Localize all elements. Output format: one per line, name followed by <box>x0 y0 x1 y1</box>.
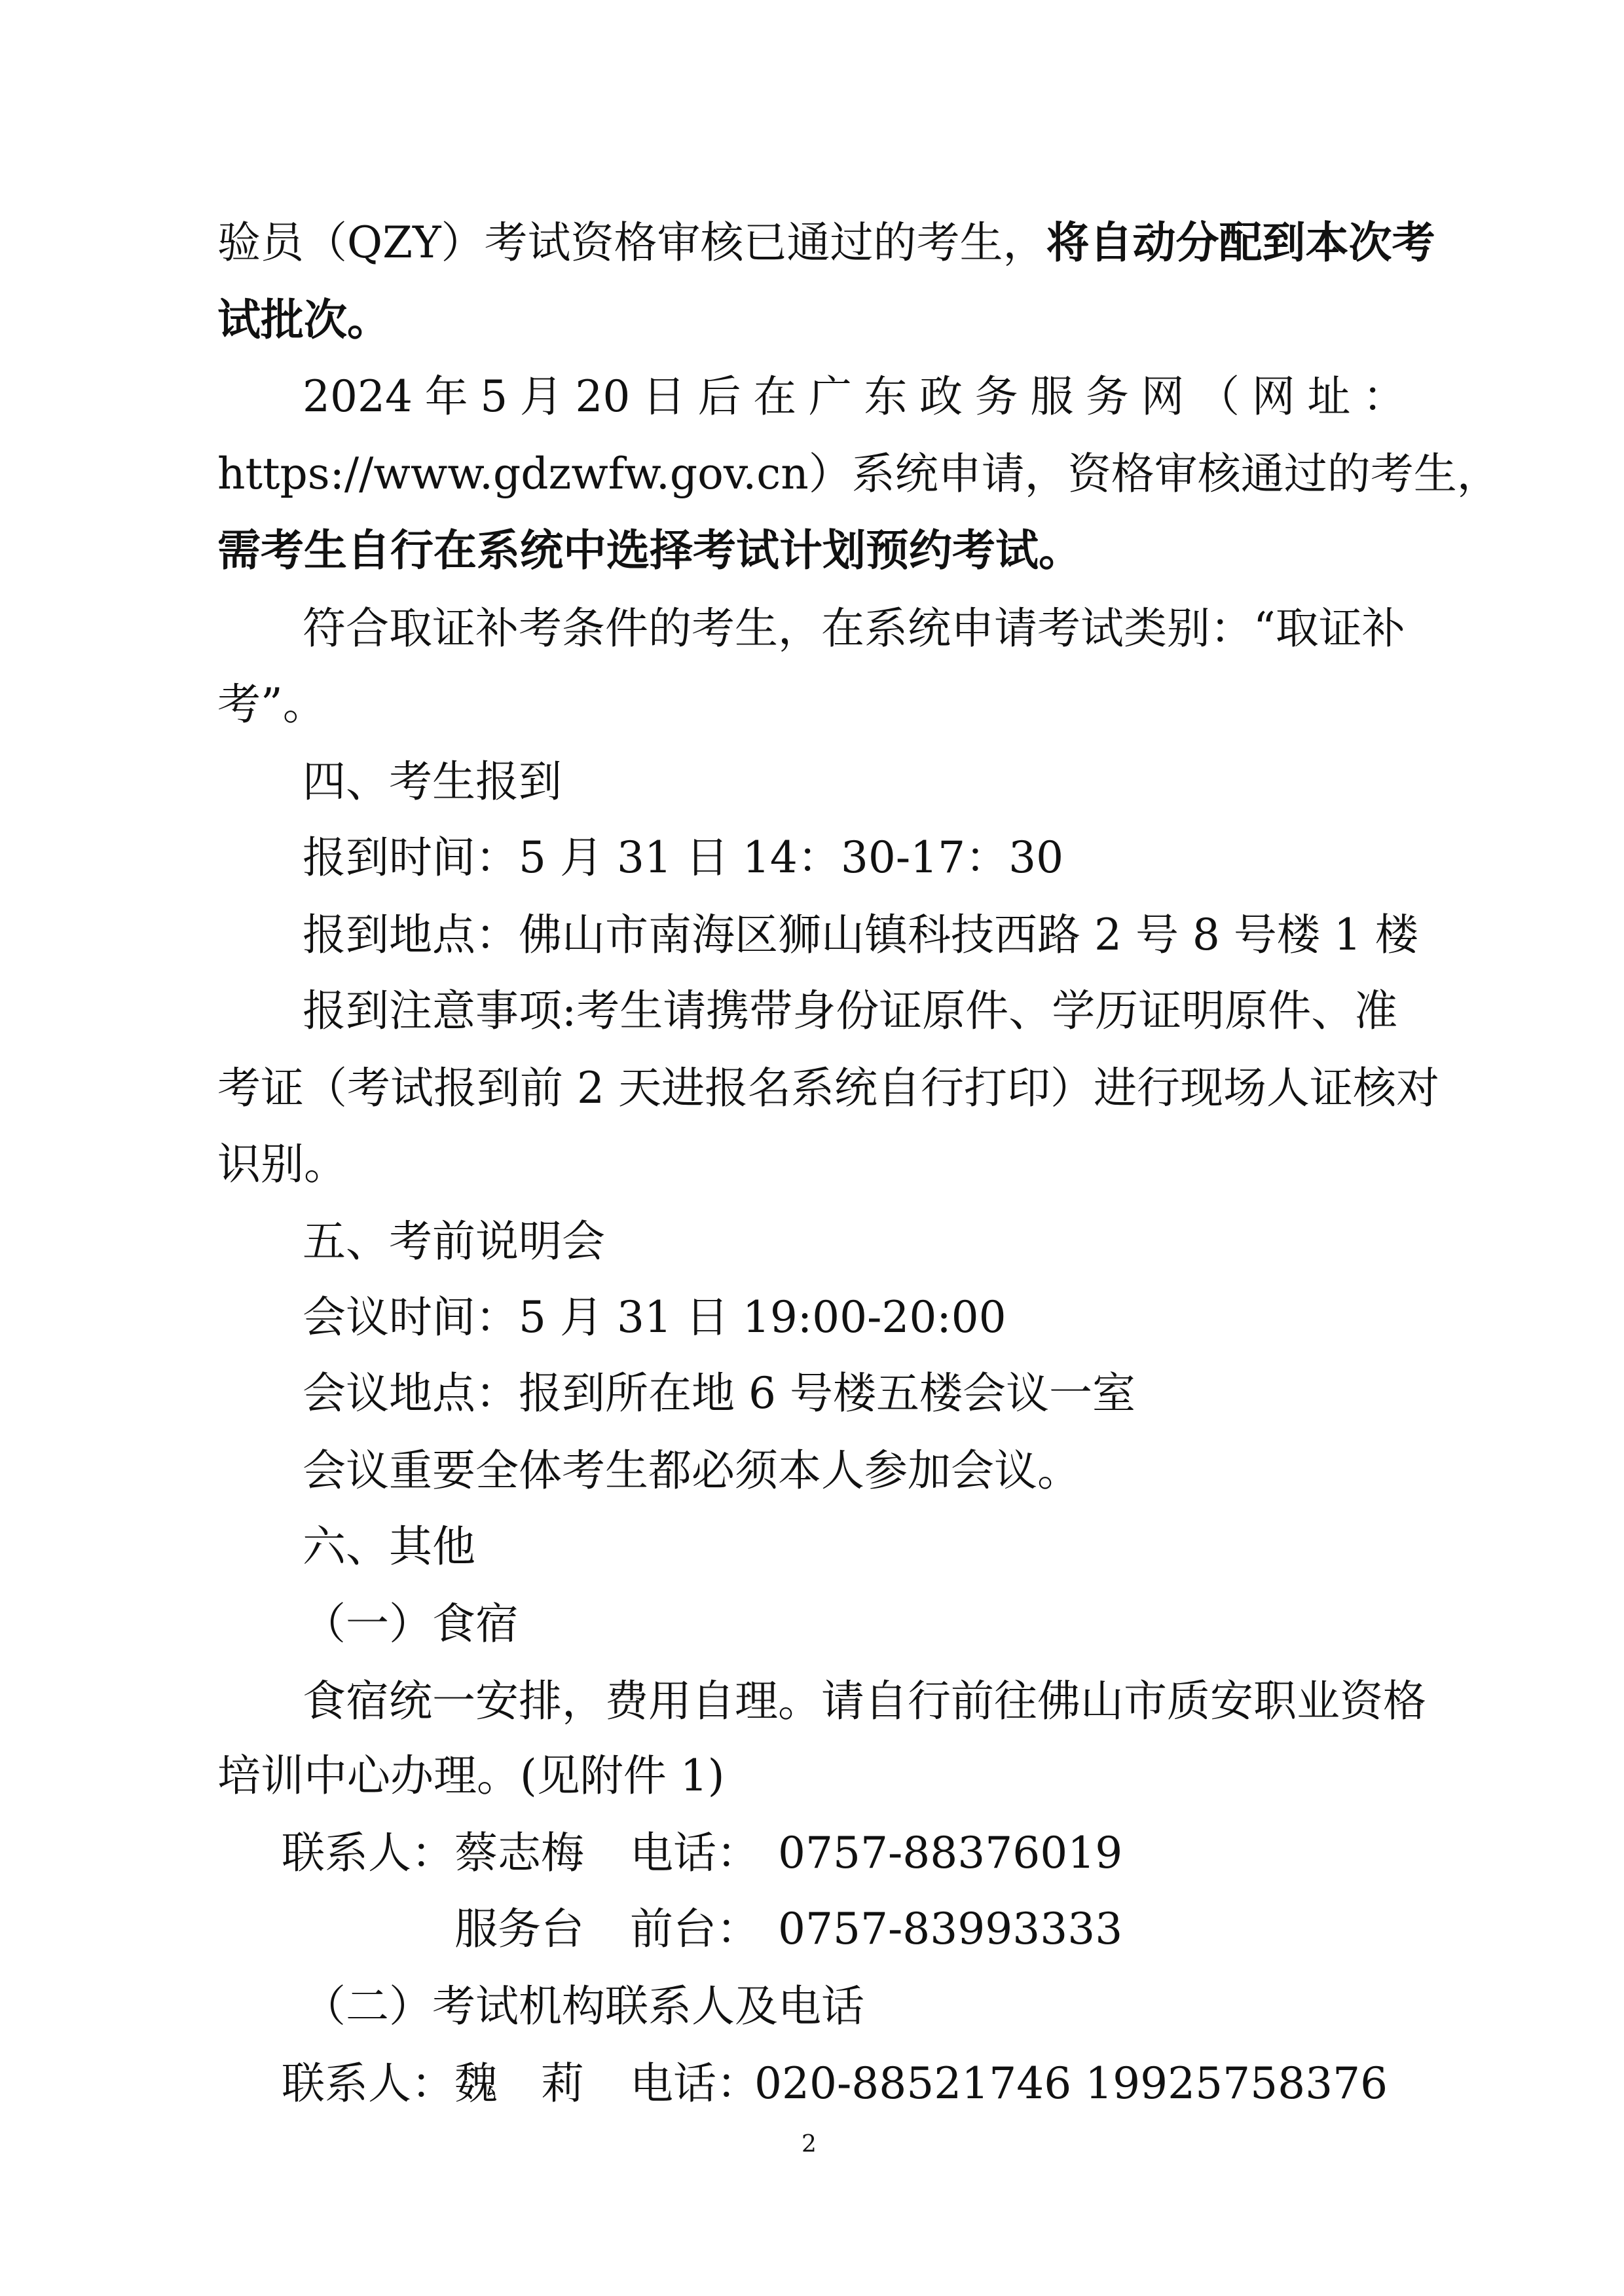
p2-part: 网 <box>1251 371 1295 422</box>
paragraph-2-line-1 <box>303 371 1406 423</box>
meeting-time: 会议时间：5 月 31 日 19:00-20:00 <box>303 1292 1006 1342</box>
contact-1b-phone-label: 前台： <box>630 1904 760 1954</box>
p2-part: 20 <box>575 371 631 422</box>
section-4-heading: 四、考生报到 <box>303 756 562 807</box>
p2-part: 年 <box>424 371 468 422</box>
p2-part: 网 <box>1141 371 1185 422</box>
p2-part: 东 <box>864 371 908 422</box>
contact-2-label: 联系人：魏 莉 <box>282 2058 584 2109</box>
paragraph-1-line-2: 试批次。 <box>217 294 390 345</box>
p2-part: 月 <box>519 371 563 422</box>
meeting-note: 会议重要全体考生都必须本人参加会议。 <box>303 1445 1080 1496</box>
report-notes-line-2: 考证（考试报到前 2 天进报名系统自行打印）进行现场人证核对 <box>217 1063 1439 1113</box>
section-6-heading: 六、其他 <box>303 1521 475 1572</box>
lodging-line-1: 食宿统一安排，费用自理。请自行前往佛山市质安职业资格 <box>303 1676 1426 1726</box>
p2-part: 2024 <box>303 371 413 422</box>
paragraph-3-line-1: 符合取证补考条件的考生，在系统申请考试类别：“取证补 <box>303 603 1405 654</box>
p2-part: 5 <box>480 371 508 422</box>
paragraph-1-text: 验员（QZY）考试资格审核已通过的考生， <box>217 217 1046 268</box>
report-notes-line-3: 识别。 <box>217 1139 347 1189</box>
lodging-line-2: 培训中心办理。(见附件 1) <box>217 1750 725 1801</box>
section-5-heading: 五、考前说明会 <box>303 1216 605 1267</box>
paragraph-1-line-1 <box>217 216 1435 269</box>
contact-2-phone: 020-88521746 19925758376 <box>754 2058 1388 2109</box>
paragraph-3-line-2: 考”。 <box>217 679 326 730</box>
contact-2-phone-label: 电话： <box>630 2058 760 2109</box>
subsection-1-heading: （一）食宿 <box>303 1599 519 1649</box>
p2-part: ： <box>1362 371 1406 422</box>
page-number: 2 <box>802 2131 817 2158</box>
p2-part: 日 <box>642 371 686 422</box>
p2-part: 广 <box>808 371 852 422</box>
p2-part: 址 <box>1307 371 1351 422</box>
p2-part: 务 <box>1085 371 1129 422</box>
p2-part: 政 <box>919 371 963 422</box>
report-place: 报到地点：佛山市南海区狮山镇科技西路 2 号 8 号楼 1 楼 <box>303 910 1418 960</box>
paragraph-2-line-2: https://www.gdzwfw.gov.cn）系统申请，资格审核通过的考生， <box>217 449 1500 499</box>
subsection-2-heading: （二）考试机构联系人及电话 <box>303 1981 864 2031</box>
p2-part: 务 <box>974 371 1018 422</box>
contact-1-phone-label: 电话： <box>630 1828 760 1878</box>
contact-1b-label: 服务台 <box>454 1904 584 1954</box>
paragraph-2-line-3: 需考生自行在系统中选择考试计划预约考试。 <box>217 525 1082 576</box>
p2-part: 在 <box>753 371 797 422</box>
paragraph-1-bold-text: 将自动分配到本次考 <box>1046 217 1435 268</box>
p2-part: 服 <box>1030 371 1074 422</box>
contact-1b-phone: 0757-83993333 <box>778 1904 1123 1954</box>
p2-part: 后 <box>697 371 741 422</box>
contact-1-label: 联系人：蔡志梅 <box>282 1828 584 1878</box>
contact-1-phone: 0757-88376019 <box>778 1828 1123 1878</box>
report-time: 报到时间：5 月 31 日 14：30-17：30 <box>303 832 1064 883</box>
meeting-place: 会议地点：报到所在地 6 号楼五楼会议一室 <box>303 1368 1135 1418</box>
report-notes-line-1: 报到注意事项:考生请携带身份证原件、学历证明原件、准 <box>303 986 1398 1036</box>
p2-part: （ <box>1196 371 1240 422</box>
